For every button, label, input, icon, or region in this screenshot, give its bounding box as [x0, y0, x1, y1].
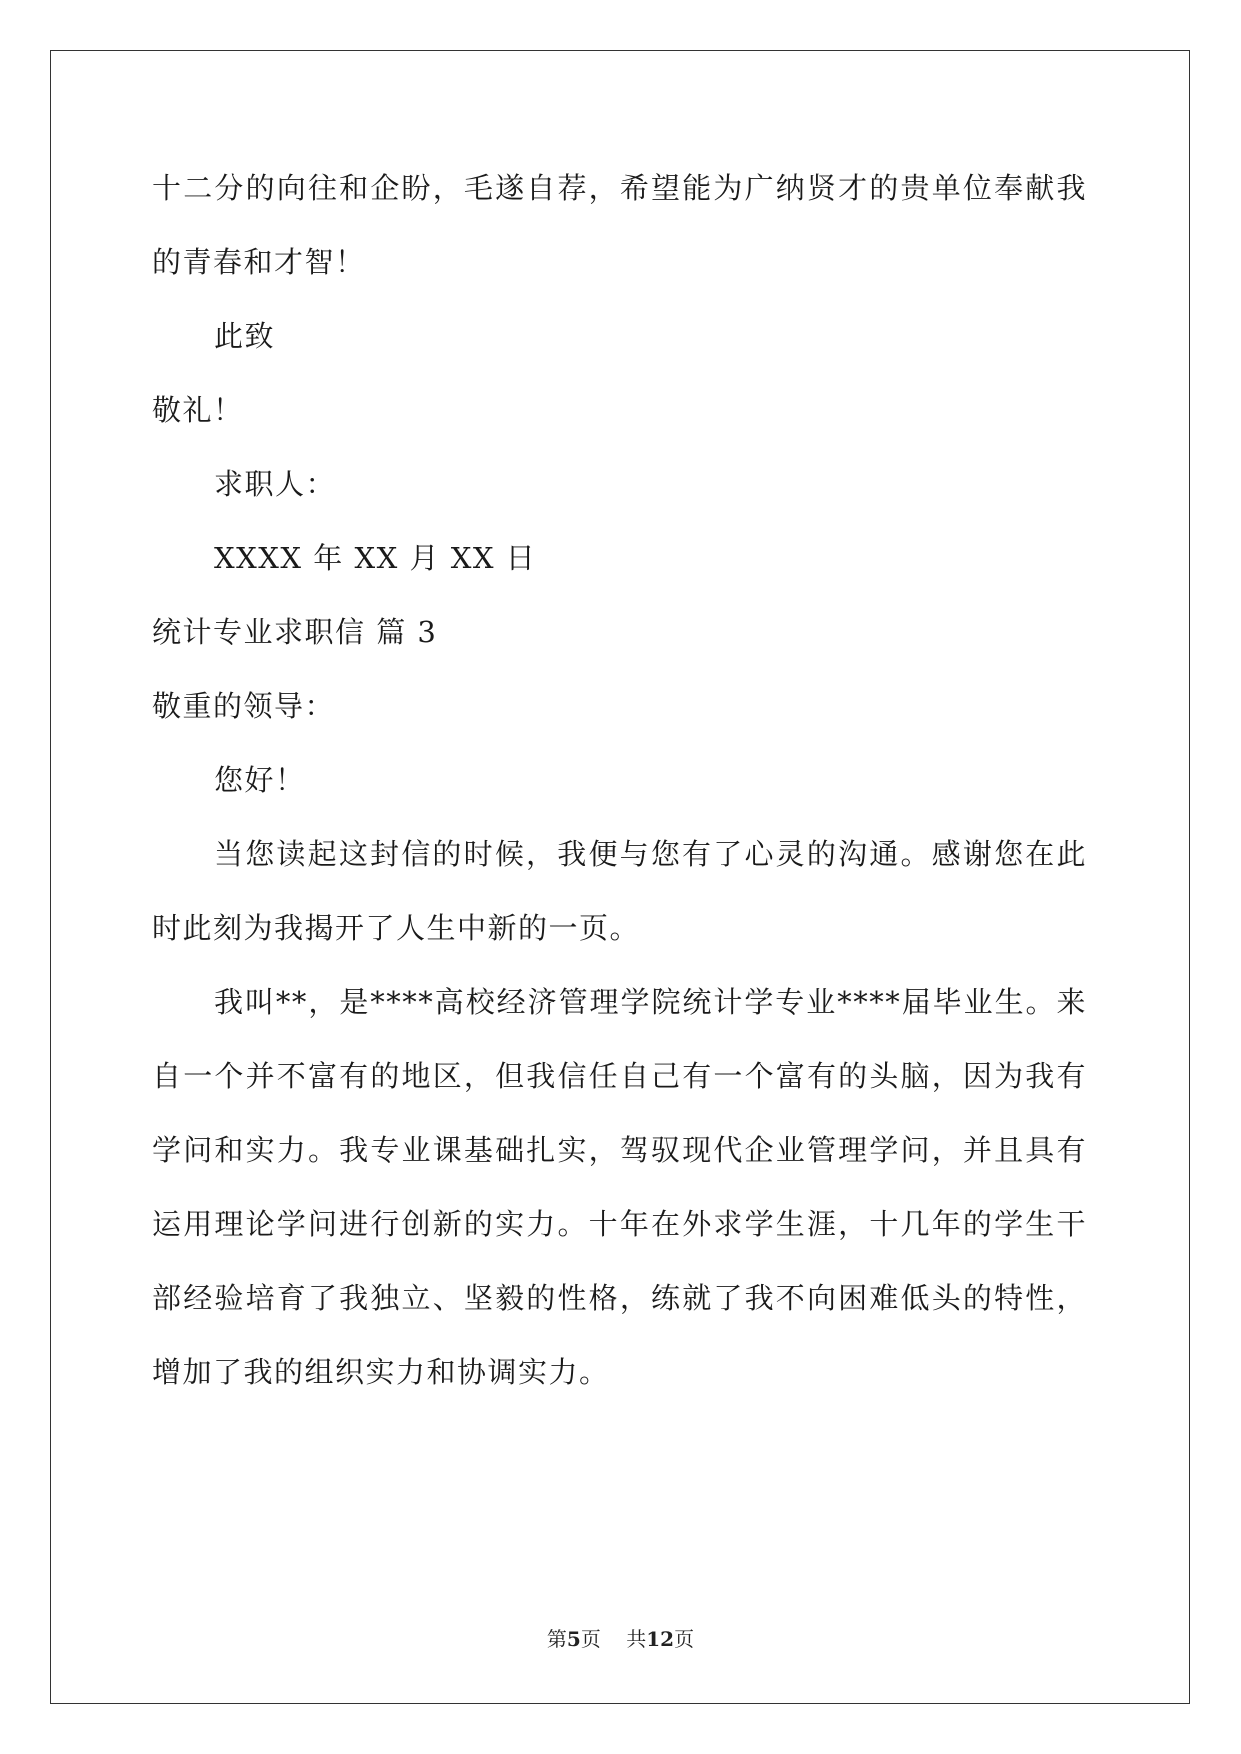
- closing-regards: 敬礼！: [152, 393, 244, 427]
- footer-page-unit: 页: [580, 1627, 601, 1651]
- text-line: 学问和实力。我专业课基础扎实，驾驭现代企业管理学问，并且具有: [152, 1133, 1087, 1167]
- text-line: 的青春和才智！: [152, 245, 366, 279]
- page-number: 5: [566, 1627, 581, 1651]
- section-heading: 统计专业求职信 篇 3: [152, 615, 438, 649]
- date-line: XXXX 年 XX 月 XX 日: [214, 541, 537, 575]
- footer-prefix: 第: [546, 1627, 567, 1651]
- text-line: 时此刻为我揭开了人生中新的一页。: [152, 911, 641, 945]
- text-line: 增加了我的组织实力和协调实力。: [152, 1355, 610, 1389]
- closing-salutation: 此致: [214, 319, 276, 353]
- greeting-addressee: 敬重的领导：: [152, 689, 336, 723]
- applicant-label: 求职人：: [214, 467, 337, 501]
- text-line: 自一个并不富有的地区，但我信任自己有一个富有的头脑，因为我有: [152, 1059, 1087, 1093]
- greeting: 您好！: [214, 763, 306, 797]
- footer-total-unit: 页: [674, 1627, 695, 1651]
- text-line: 运用理论学问进行创新的实力。十年在外求学生涯，十几年的学生干: [152, 1207, 1087, 1241]
- page-footer: [0, 1625, 1241, 1653]
- page-border: [50, 50, 1190, 1704]
- footer-total-prefix: 共: [626, 1627, 647, 1651]
- total-pages: 12: [646, 1627, 675, 1651]
- text-line: 十二分的向往和企盼，毛遂自荐，希望能为广纳贤才的贵单位奉献我: [152, 171, 1087, 205]
- text-line: 部经验培育了我独立、坚毅的性格，练就了我不向困难低头的特性，: [152, 1281, 1087, 1315]
- text-line: 我叫**，是****高校经济管理学院统计学专业****届毕业生。来: [214, 985, 1087, 1019]
- text-line: 当您读起这封信的时候，我便与您有了心灵的沟通。感谢您在此: [214, 837, 1087, 871]
